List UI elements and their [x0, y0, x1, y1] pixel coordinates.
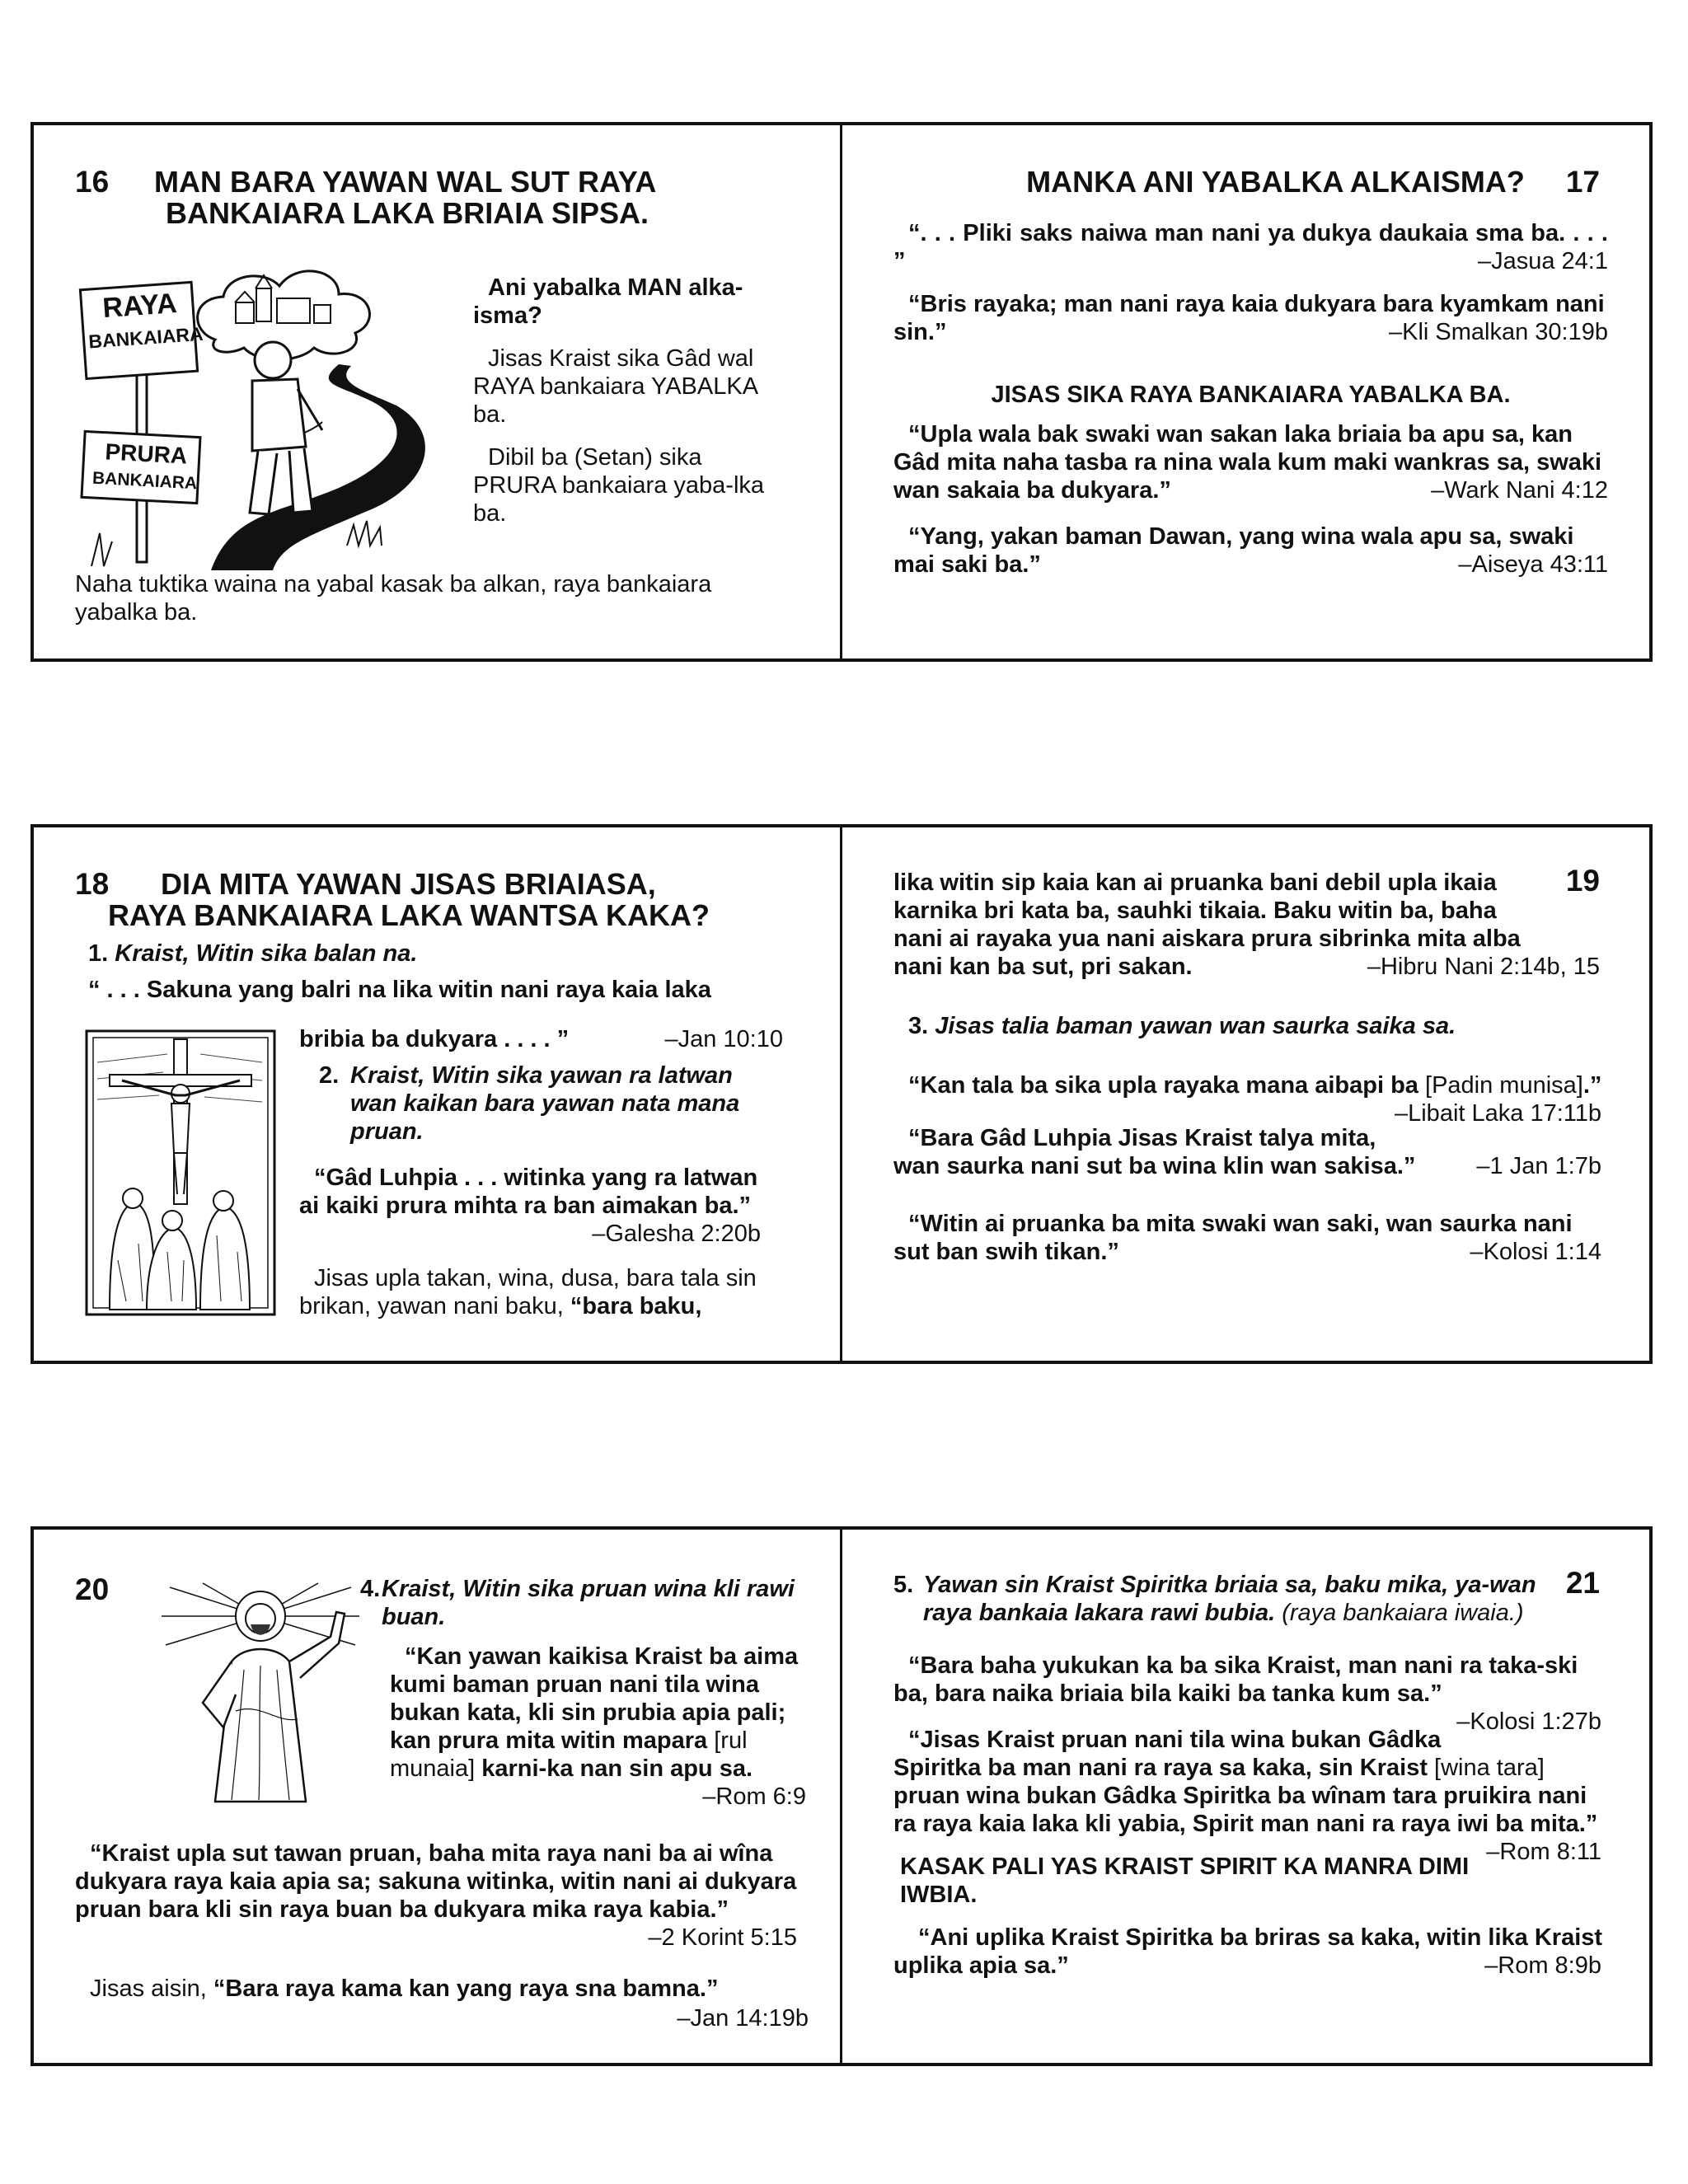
verse	[893, 1726, 1608, 1865]
verse-continuation	[299, 1025, 806, 1053]
page-20	[34, 1530, 840, 2063]
verse	[893, 523, 1608, 579]
verse	[893, 1652, 1608, 1735]
verse-line: “ . . . Sakuna yang balri na lika witin nani raya kaia laka	[88, 977, 711, 1003]
page-21	[842, 1530, 1649, 2063]
page-number: 17	[1565, 165, 1600, 199]
page-number: 21	[1565, 1566, 1600, 1600]
verse	[299, 1164, 761, 1248]
verse	[75, 1840, 809, 1952]
point-number: 2.	[319, 1062, 340, 1089]
verse-text: “Kraist upla sut tawan pruan, baha mita raya nani ba ai wîna dukyara raya kaia apia sa; sakuna witinka, witin nani ai dukyara pruan bara kli sin raya buan ba dukyara mika raya kabia.”	[75, 1840, 797, 1923]
raya-signpost	[85, 287, 204, 359]
point-text: Yawan sin Kraist Spiritka briaia sa, baku mika, ya-wan raya bankaia lakara rawi bubia.	[923, 1572, 1536, 1626]
verse-reference: –Rom 8:9b	[1484, 1952, 1601, 1979]
crossroads-drawing	[67, 241, 454, 570]
verse-text: “Bara baha yukukan ka ba sika Kraist, man nani ra taka-ski ba, bara naika briaia bila kaiki ba tanka kum sa.”	[893, 1652, 1578, 1707]
sign-raya-text: RAYA	[101, 287, 178, 325]
closing-paragraph	[75, 1975, 809, 2003]
point-number: 3.	[908, 1013, 929, 1039]
verse-text: “Witin ai pruanka ba mita swaki wan saki, wan saurka nani sut ban swih tikan.”	[893, 1211, 1573, 1265]
verse-reference: –Jan 10:10	[664, 1026, 783, 1052]
booklet-spread-20-21	[30, 1526, 1653, 2066]
page-number: 16	[75, 165, 110, 199]
verse-text: “Ani uplika Kraist Spiritka ba briras sa kaka, witin lika Kraist uplika apia sa.”	[893, 1924, 1603, 1979]
page-title-line2: RAYA BANKAIARA LAKA WANTSA KAKA?	[108, 898, 710, 932]
verse-reference: –Rom 6:9	[702, 1783, 806, 1810]
verse-reference: –Galesha 2:20b	[592, 1221, 761, 1247]
sign-bankaiara2-text: BANKAIARA	[91, 468, 198, 494]
verse-reference: –1 Jan 1:7b	[1476, 1153, 1601, 1179]
verse-note: [wina tara]	[1434, 1755, 1545, 1781]
page-number: 18	[75, 867, 110, 901]
point-4	[360, 1575, 805, 1631]
verse-text: “. . . Pliki saks naiwa man nani ya dukya daukaia sma ba. . . . ”	[893, 220, 1608, 274]
verse-reference: –Rom 8:11	[1486, 1839, 1601, 1865]
verse-reference: –Jasua 24:1	[1477, 248, 1608, 274]
page-16-heading	[75, 166, 799, 198]
point-text: Kraist, Witin sika balan na.	[115, 940, 418, 967]
verse-reference: –Aiseya 43:11	[1458, 551, 1608, 578]
verse-note: [Padin munisa]	[1425, 1072, 1583, 1099]
paragraph-text: Jisas upla takan, wina, dusa, bara tala sin brikan, yawan nani baku,	[299, 1265, 757, 1319]
verse-text: bribia ba dukyara . . . . ”	[299, 1026, 570, 1052]
sign-bankaiara-text: BANKAIARA	[87, 322, 204, 353]
point-note: (raya bankaiara iwaia.)	[1282, 1600, 1524, 1626]
page-title-line2: BANKAIARA LAKA BRIAIA SIPSA.	[166, 196, 649, 230]
paragraph: Dibil ba (Setan) sika PRURA bankaiara yaba-lka ba.	[473, 444, 765, 527]
verse	[893, 1210, 1608, 1266]
closing-paragraph: Naha tuktika waina na yabal kasak ba alkan, raya bankaiara yabalka ba.	[75, 571, 712, 626]
verse-text: “Gâd Luhpia . . . witinka yang ra latwan ai kaiki prura mihta ra ban aimakan ba.”	[299, 1165, 758, 1219]
page-number: 20	[75, 1572, 110, 1606]
verse	[893, 219, 1608, 275]
verse-reference: –Kli Smalkan 30:19b	[1389, 319, 1608, 345]
verse	[893, 1924, 1608, 1980]
verse-text: “Yang, yakan baman Dawan, yang wina wala apu sa, swaki mai saki ba.”	[893, 523, 1574, 578]
page-16	[34, 125, 840, 658]
page-18-heading	[75, 869, 799, 900]
verse-reference: –Kolosi 1:27b	[1456, 1708, 1601, 1735]
page-title: MAN BARA YAWAN WAL SUT RAYA	[154, 165, 657, 199]
paragraph-text: Jisas aisin,	[90, 1975, 207, 2002]
verse-reference: –2 Korint 5:15	[648, 1924, 797, 1951]
point-text: Jisas talia baman yawan wan saurka saika sa.	[935, 1013, 1456, 1039]
verse-text: “Upla wala bak swaki wan sakan laka briaia ba apu sa, kan Gâd mita naha tasba ra nina wala kum maki wankras sa, swaki wan sakaia ba dukyara.”	[893, 421, 1602, 504]
paragraph-bold-text: “Bara raya kama kan yang raya sna bamna.”	[213, 1975, 719, 2002]
point-3	[893, 1012, 1608, 1040]
page-17-heading	[893, 166, 1608, 198]
risen-christ-drawing	[153, 1579, 368, 1814]
point-number: 1.	[88, 940, 109, 967]
verse-text: “Kan yawan kaikisa Kraist ba aima kumi baman pruan nani tila wina bukan kata, kli sin prubia apia pali; kan prura mita witin mapara	[390, 1643, 799, 1754]
verse-reference: –Kolosi 1:14	[1470, 1239, 1601, 1265]
page-16-body	[473, 274, 786, 527]
verse-text: “Bara Gâd Luhpia Jisas Kraist talya mita, wan saurka nani sut ba wina klin wan sakisa.”	[893, 1125, 1416, 1179]
verse	[893, 290, 1608, 346]
crucifixion-illustration	[85, 1029, 276, 1316]
page-17	[842, 125, 1649, 658]
verse-reference: –Wark Nani 4:12	[1431, 477, 1608, 504]
paragraph: Jisas Kraist sika Gâd wal RAYA bankaiara YABALKA ba.	[473, 345, 757, 428]
verse-text: “Jisas Kraist pruan nani tila wina bukan Gâdka Spiritka ba man nani ra raya sa kaka, sin Kraist	[893, 1727, 1442, 1781]
prura-signpost	[88, 438, 202, 498]
verse-text: “Bris rayaka; man nani raya kaia dukyara bara kyamkam nani sin.”	[893, 291, 1605, 345]
verse	[893, 1124, 1608, 1180]
page-title: DIA MITA YAWAN JISAS BRIAIASA,	[161, 867, 656, 901]
closing-paragraph	[299, 1264, 794, 1320]
point-1	[75, 940, 799, 968]
crucifixion-drawing	[85, 1029, 276, 1316]
point-5	[893, 1566, 1608, 1627]
point-number: 5.	[893, 1572, 914, 1598]
booklet-spread-16-17	[30, 122, 1653, 662]
verse-reference: –Hibru Nani 2:14b, 15	[1367, 954, 1600, 980]
verse-reference: –Jan 14:19b	[677, 2005, 809, 2032]
verse	[390, 1643, 806, 1811]
verse-text: pruan wina bukan Gâdka Spiritka ba wînam tara pruikira nani ra raya kaia laka kli yabia, Spirit man nani ra raya iwi ba mita.”	[893, 1783, 1598, 1837]
point-number: 4.	[360, 1576, 381, 1602]
point-text: Kraist, Witin sika yawan ra latwan wan kaikan bara yawan nata mana pruan.	[350, 1062, 740, 1145]
page-19	[842, 827, 1649, 1361]
verse-end: karni-ka nan sin apu sa.	[481, 1755, 753, 1782]
verse	[893, 420, 1608, 504]
verse-text: lika witin sip kaia kan ai pruanka bani debil upla ikaia karnika bri kata ba, sauhki tikaia. Baku witin ba, baha nani ai rayaka yua nani aiskara prura sibrinka mita alba nani kan ba sut, pri sakan.	[893, 869, 1521, 980]
crossroads-illustration	[67, 241, 454, 570]
point-text: Kraist, Witin sika pruan wina kli rawi buan.	[382, 1576, 795, 1630]
verse-note: [rul munaia]	[390, 1727, 748, 1782]
page-number: 19	[1565, 864, 1600, 898]
sign-prura-text: PRURA	[104, 438, 188, 469]
page-18	[34, 827, 840, 1361]
section-heading: JISAS SIKA RAYA BANKAIARA YABALKA BA.	[991, 382, 1511, 408]
verse-reference: –Libait Laka 17:11b	[1394, 1100, 1601, 1127]
booklet-spread-18-19	[30, 824, 1653, 1364]
point-2	[319, 1062, 781, 1146]
risen-christ-illustration	[153, 1579, 368, 1814]
verse	[893, 1071, 1608, 1127]
verse-continued	[893, 864, 1608, 981]
section-heading: KASAK PALI YAS KRAIST SPIRIT KA MANRA DIMI IWBIA.	[900, 1854, 1470, 1908]
page-title: MANKA ANI YABALKA ALKAISMA?	[1026, 165, 1525, 199]
verse-end: .”	[1582, 1072, 1602, 1099]
paragraph-bold-text: “bara baku,	[570, 1293, 702, 1319]
verse-text: “Kan tala ba sika upla rayaka mana aibapi ba	[908, 1072, 1418, 1099]
question-text: Ani yabalka MAN alka-isma?	[473, 274, 743, 329]
